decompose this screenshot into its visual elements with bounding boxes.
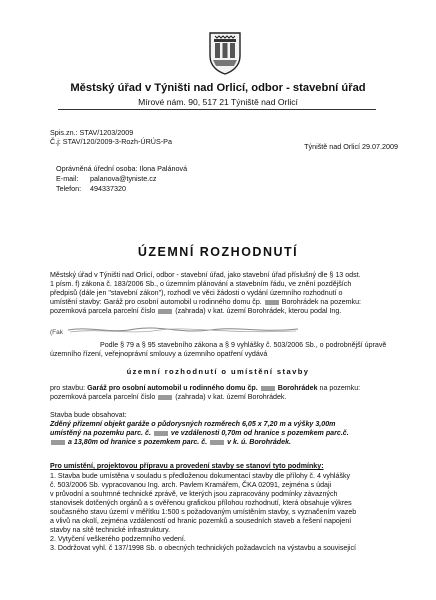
condition-line: č. 503/2006 Sb. vypracovanou Ing. arch. Pavlem Kramářem, ČKA 02091, zejména s údaji: [50, 481, 332, 489]
document-title: ÚZEMNÍ ROZHODNUTÍ: [137, 245, 299, 259]
redacted-parcel-number: [158, 395, 172, 400]
office-address: Mírové nám. 90, 517 21 Týniště nad Orlicí: [138, 97, 298, 107]
phone-value: 494337320: [90, 184, 126, 193]
redacted-parcel-number: [210, 440, 224, 445]
intro-line-2: 1 písm. f) zákona č. 183/2006 Sb., o územním plánování a stavebním řádu, ve znění pozdějších: [50, 280, 352, 288]
file-reference: Spis.zn.: STAV/1203/2009: [50, 128, 134, 137]
condition-line: 2. Vytyčení veškerého podzemního vedení.: [50, 535, 186, 543]
condition-line: 3. Dodržovat vyhl. č 137/1998 Sb. o obecných technických požadavcích na výstavbu a souvisejicí: [50, 544, 356, 552]
condition-line: 1. Stavba bude umístěna v souladu s předloženou dokumentací stavby dle přílohy č. 4 vyhlášky: [50, 472, 351, 480]
condition-line: stanovisek dotčených orgánů a s ověřenou grafickou přílohou rozhodnutí, která obsahuje výkres: [50, 499, 352, 507]
intro-line-3: předpisů (dále jen "stavební zákon"), rozhodl ve věci žádosti o vydání územního rozhodnutí o: [50, 289, 343, 297]
town-coat-of-arms-icon: [207, 30, 243, 76]
office-name: Městský úřad v Týništi nad Orlicí, odbor - stavební úřad: [70, 82, 366, 94]
para2-line-1: Podle § 79 a § 95 stavebního zákona a § 9 vyhlášky č. 503/2006 Sb., o podrobnější úpravě: [100, 341, 387, 349]
obsah-line-3: a 13,80m od hranice s pozemkem parc. č. v k. ú. Borohrádek.: [50, 438, 291, 447]
intro-line-5: pozemková parcela parcelní číslo (zahrada) v kat. území Borohrádek, kterou podal Ing.: [50, 307, 342, 315]
redacted-parcel-number: [51, 440, 65, 445]
decision-heading: územní rozhodnutí o umístění stavby: [126, 367, 310, 376]
obsah-line-1: Zděný přízemní objekt garáže o půdorysných rozměrech 6,05 x 7,20 m a výšky 3,00m: [50, 420, 336, 428]
case-number: Č.j: STAV/120/2009-3-Rozh-ÚRÚS-Pa: [50, 137, 172, 146]
para2-line-2: územního řízení, veřejnoprávní smlouvy a územního opatření vydává: [50, 350, 268, 358]
place-and-date: Týniště nad Orlicí 29.07.2009: [304, 142, 398, 151]
redacted-house-number: [265, 300, 279, 305]
condition-line: v průvodní a souhrnné technické zprávě, ve kterých jsou zapracovány podmínky závazných: [50, 490, 338, 498]
conditions-heading: Pro umístění, projektovou přípravu a provedení stavby se stanoví tyto podmínky:: [50, 462, 324, 470]
condition-line: současného stavu území v měřítku 1:500 s požadovaným umístěním stavby, s vyznačením vazeb: [50, 508, 357, 516]
redacted-parcel-number: [158, 309, 172, 314]
phone-row: [56, 184, 126, 193]
email-value: palanova@tyniste.cz: [90, 174, 157, 183]
scribble-text: (Fak: [50, 329, 63, 336]
redacted-house-number: [261, 386, 275, 391]
condition-line: stavby na sítě technické infrastruktury.: [50, 526, 171, 534]
phone-label: Telefon:: [56, 184, 82, 193]
obsah-label: Stavba bude obsahovat:: [50, 411, 127, 419]
redaction-scribble: [50, 324, 300, 336]
header-divider: [58, 109, 376, 110]
stavba-line-1: pro stavbu: Garáž pro osobní automobil u rodinného domu čp. Borohrádek na pozemku:: [50, 384, 361, 392]
condition-line: a vlivů na okolí, zejména vzdáleností od hranic pozemků a sousedních staveb a řešení napojení: [50, 517, 352, 525]
obsah-line-2: umístěný na pozemku parc. č. ve vzdálenosti 0,70m od hranice s pozemkem parc.č.: [50, 429, 349, 437]
official-person: Oprávněná úřední osoba: Ilona Palánová: [56, 164, 188, 173]
email-row: [56, 174, 157, 183]
intro-line-1: Městský úřad v Týništi nad Orlicí, odbor - stavební úřad, jako stavební úřad příslušný dle § 13 odst.: [50, 271, 361, 279]
intro-line-4: umístění stavby: Garáž pro osobní automobil u rodinného domu čp. Borohrádek na pozemku:: [50, 298, 361, 306]
email-label: E-mail:: [56, 174, 79, 183]
stavba-line-2: pozemková parcela parcelní číslo (zahrada) v kat. území Borohrádek.: [50, 393, 287, 401]
redacted-parcel-number: [154, 431, 168, 436]
